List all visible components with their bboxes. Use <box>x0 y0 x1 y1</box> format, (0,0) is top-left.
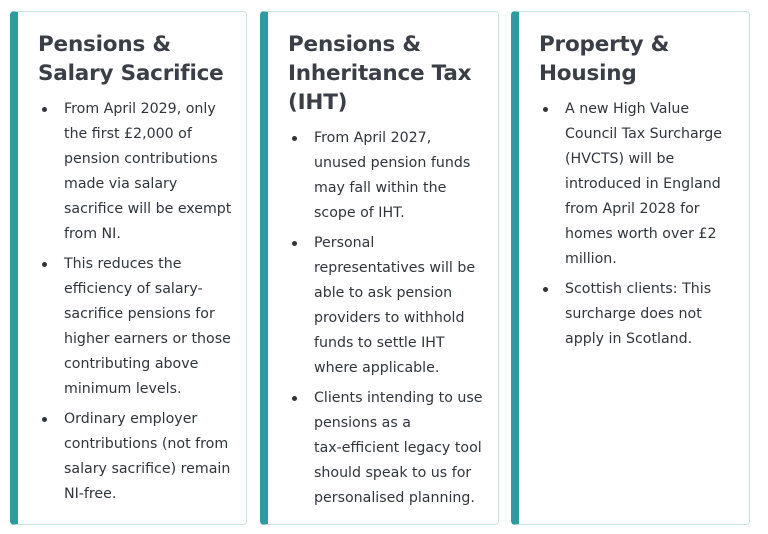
card-title-line: Property & <box>539 32 670 57</box>
bullet-line: personalised planning. <box>314 490 475 506</box>
bullet-line: (HVCTS) will be <box>565 151 675 167</box>
bullet-line: sacrifice pensions for <box>64 306 215 322</box>
card-title-line: Inheritance Tax <box>288 61 472 86</box>
bullet-item <box>314 386 490 511</box>
bullet-line: providers to withhold <box>314 310 465 326</box>
bullet-line: where applicable. <box>314 360 440 376</box>
bullet-line: Clients intending to use <box>314 390 483 406</box>
bullet-line: scope of IHT. <box>314 205 405 221</box>
bullet-line: From April 2029, only <box>64 101 216 117</box>
bullet-line: made via salary <box>64 176 178 192</box>
card-title-line: Housing <box>539 61 637 86</box>
bullet-line: A new High Value <box>565 101 690 117</box>
bullet-line: should speak to us for <box>314 465 472 481</box>
bullet-line: From April 2027, <box>314 130 432 146</box>
bullet-line: This reduces the <box>64 256 182 272</box>
bullet-list <box>18 97 246 507</box>
bullet-line: efficiency of salary- <box>64 281 203 297</box>
bullet-line: higher earners or those <box>64 331 231 347</box>
bullet-line: NI-free. <box>64 486 117 502</box>
bullet-line: introduced in England <box>565 176 721 192</box>
bullet-list <box>268 126 498 511</box>
bullet-line: unused pension funds <box>314 155 471 171</box>
bullet-line: contributions (not from <box>64 436 229 452</box>
card-title <box>519 12 749 88</box>
bullet-item <box>314 126 490 226</box>
bullet-line: salary sacrifice) remain <box>64 461 231 477</box>
bullet-list <box>519 97 749 352</box>
card-title-line: (IHT) <box>288 90 348 115</box>
bullet-line: Council Tax Surcharge <box>565 126 723 142</box>
card-pensions-salary-sacrifice <box>10 11 247 525</box>
bullet-item <box>64 407 238 507</box>
card-pensions-iht <box>260 11 499 525</box>
bullet-line: apply in Scotland. <box>565 331 693 347</box>
card-title-line: Pensions & <box>38 32 171 57</box>
bullet-line: may fall within the <box>314 180 447 196</box>
bullet-line: Ordinary employer <box>64 411 198 427</box>
bullet-item <box>314 231 490 381</box>
bullet-line: from NI. <box>64 226 121 242</box>
bullet-line: Scottish clients: This <box>565 281 712 297</box>
bullet-line: contributing above <box>64 356 199 372</box>
card-title <box>18 12 246 88</box>
bullet-line: able to ask pension <box>314 285 453 301</box>
bullet-line: million. <box>565 251 617 267</box>
bullet-item <box>64 252 238 402</box>
bullet-line: the first £2,000 of <box>64 126 192 142</box>
bullet-line: homes worth over £2 <box>565 226 717 242</box>
bullet-line: from April 2028 for <box>565 201 700 217</box>
bullet-item <box>565 277 741 352</box>
bullet-line: sacrifice will be exempt <box>64 201 232 217</box>
bullet-line: minimum levels. <box>64 381 182 397</box>
bullet-line: pension contributions <box>64 151 218 167</box>
card-property-housing <box>511 11 750 525</box>
bullet-line: Personal <box>314 235 375 251</box>
card-title-line: Salary Sacrifice <box>38 61 224 86</box>
bullet-line: funds to settle IHT <box>314 335 445 351</box>
card-title <box>268 12 498 117</box>
bullet-line: pensions as a <box>314 415 411 431</box>
bullet-line: representatives will be <box>314 260 476 276</box>
bullet-item <box>565 97 741 272</box>
bullet-item <box>64 97 238 247</box>
bullet-line: surcharge does not <box>565 306 702 322</box>
card-title-line: Pensions & <box>288 32 421 57</box>
bullet-line: tax-efficient legacy tool <box>314 440 482 456</box>
